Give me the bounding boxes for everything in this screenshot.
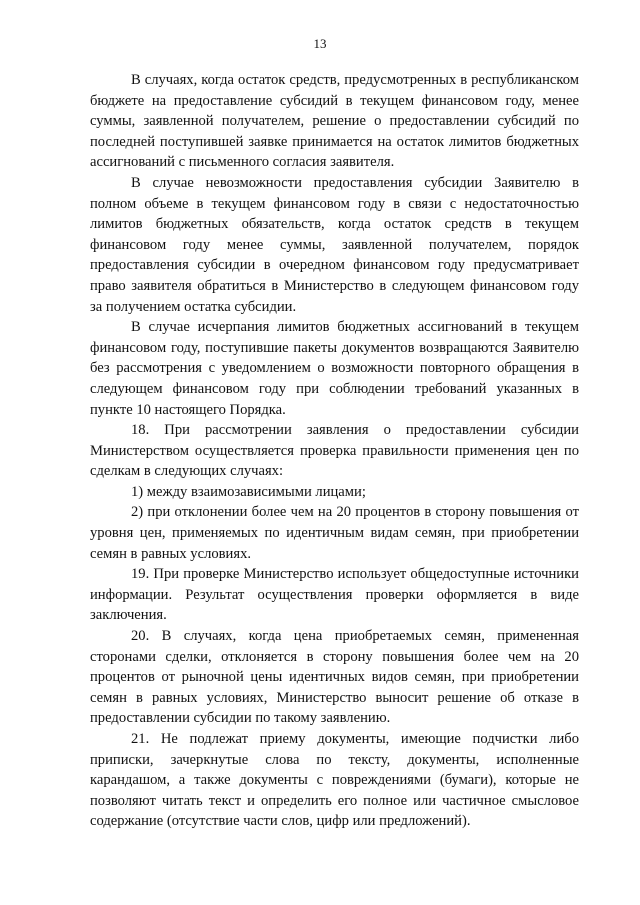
paragraph-item-18-1: 1) между взаимозависимыми лицами; [131, 483, 366, 500]
paragraph-item-21: 21. Не подлежат приему документы, имеющие подчистки либо приписки, зачеркнутые слова по тексту, документы, исполненные карандашом, а также документы с повреждениями (бумаги), которые не позволяют читать текст и определить его полное или частичное смысловое содержание (отсутствие части слов, цифр или предложений). [90, 731, 579, 830]
paragraph-insufficient-limits: В случае невозможности предоставления субсидии Заявителю в полном объеме в текущем финансовом году в связи с недостаточностью лимитов бюджетных обязательств, когда остаток средств в текущем финансовом году менее суммы, заявленной получателем, порядок предоставления субсидии в очередном финансовом году предусматривает право заявителя обратиться в Министерство в следующем финансовом году за получением остатка субсидии. [90, 174, 579, 315]
page-number: 13 [313, 36, 327, 51]
paragraph-remaining-funds: В случаях, когда остаток средств, предусмотренных в республиканском бюджете на предоставление субсидий в текущем финансовом году, менее суммы, заявленной получателем, решение о предоставлении субсидий по последней поступившей заявке принимается на остаток лимитов бюджетных ассигнований с письменного согласия заявителя. [90, 72, 579, 171]
paragraph-item-18: 18. При рассмотрении заявления о предоставлении субсидии Министерством осуществляется проверка правильности применения цен по сделкам в следующих случаях: [90, 422, 579, 480]
paragraph-exhausted-limits: В случае исчерпания лимитов бюджетных ассигнований в текущем финансовом году, поступившие пакеты документов возвращаются Заявителю без рассмотрения с уведомлением о возможности повторного обращения в следующем финансовом году при соблюдении требований указанных в пункте 10 настоящего Порядка. [90, 319, 579, 418]
paragraph-item-19: 19. При проверке Министерство использует общедоступные источники информации. Результат осуществления проверки оформляется в виде заключения. [90, 566, 579, 624]
paragraph-item-18-2: 2) при отклонении более чем на 20 процентов в сторону повышения от уровня цен, применяемых по идентичным видам семян, при приобретении семян в равных условиях. [90, 504, 579, 562]
paragraph-item-20: 20. В случаях, когда цена приобретаемых семян, примененная сторонами сделки, отклоняется в сторону повышения более чем на 20 процентов от рыночной цены идентичных видов семян, при приобретении семян в равных условиях, Министерство выносит решение об отказе в предоставлении субсидии по такому заявлению. [90, 628, 579, 727]
document-body [90, 70, 579, 832]
